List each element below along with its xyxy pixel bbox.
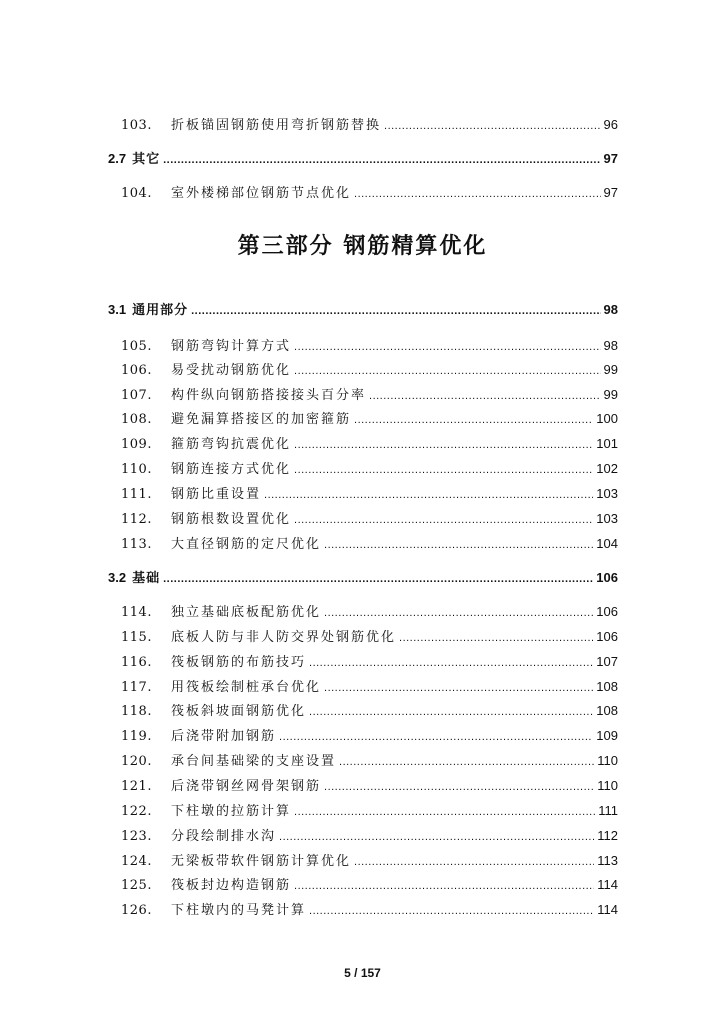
entry-title: 承台间基础梁的支座设置: [171, 754, 337, 769]
toc-section-heading[interactable]: [108, 567, 618, 586]
entry-page-number: 110: [597, 778, 618, 793]
entry-title: 避免漏算搭接区的加密箍筋: [171, 412, 352, 427]
entry-page-number: 97: [603, 185, 618, 200]
dot-leader: [294, 365, 601, 377]
entry-number: 119.: [121, 729, 152, 744]
dot-leader: [309, 706, 593, 718]
dot-leader: [354, 856, 594, 868]
entry-page-number: 112: [597, 828, 618, 843]
entry-number: 112.: [121, 512, 152, 527]
toc-entry[interactable]: [121, 458, 618, 477]
entry-title: 钢筋连接方式优化: [171, 462, 292, 477]
page-footer-number: 5 / 157: [344, 966, 381, 980]
entry-title: 无梁板带软件钢筋计算优化: [171, 854, 352, 869]
section-page-number: 98: [603, 302, 618, 317]
entry-number: 122.: [121, 804, 152, 819]
entry-page-number: 110: [597, 753, 618, 768]
entry-title: 构件纵向钢筋搭接接头百分率: [171, 388, 367, 403]
dot-leader: [324, 781, 594, 793]
entry-title: 钢筋根数设置优化: [171, 512, 292, 527]
toc-entry[interactable]: [121, 601, 618, 620]
entry-page-number: 108: [596, 703, 618, 718]
entry-page-number: 106: [596, 604, 618, 619]
entry-page-number: 107: [596, 654, 618, 669]
entry-page-number: 101: [596, 436, 618, 451]
dot-leader: [163, 573, 593, 585]
entry-title: 用筏板绘制桩承台优化: [171, 680, 322, 695]
toc-entry[interactable]: [121, 114, 618, 133]
entry-title: 大直径钢筋的定尺优化: [171, 537, 322, 552]
dot-leader: [309, 905, 594, 917]
entry-title: 独立基础底板配筋优化: [171, 605, 322, 620]
entry-page-number: 108: [596, 679, 618, 694]
entry-title: 钢筋弯钩计算方式: [171, 339, 292, 354]
toc-entry[interactable]: [121, 850, 618, 869]
entry-page-number: 99: [603, 362, 618, 377]
entry-page-number: 114: [597, 902, 618, 917]
section-number: 2.7: [108, 151, 127, 166]
toc-entry[interactable]: [121, 408, 618, 427]
entry-number: 123.: [121, 829, 152, 844]
entry-page-number: 103: [596, 511, 618, 526]
entry-title: 底板人防与非人防交界处钢筋优化: [171, 630, 397, 645]
entry-title: 箍筋弯钩抗震优化: [171, 437, 292, 452]
entry-number: 116.: [121, 655, 152, 670]
dot-leader: [324, 607, 593, 619]
entry-number: 106.: [121, 363, 152, 378]
entry-number: 107.: [121, 388, 152, 403]
section-number: 3.2: [108, 570, 127, 585]
dot-leader: [294, 880, 594, 892]
toc-entry[interactable]: [121, 874, 618, 893]
dot-leader: [354, 414, 593, 426]
toc-entry[interactable]: [121, 899, 618, 918]
entry-number: 114.: [121, 605, 152, 620]
section-number: 3.1: [108, 302, 127, 317]
toc-entry[interactable]: [121, 508, 618, 527]
entry-title: 筏板钢筋的布筋技巧: [171, 655, 307, 670]
entry-number: 115.: [121, 630, 152, 645]
toc-entry[interactable]: [121, 533, 618, 552]
toc-section-heading[interactable]: [108, 299, 618, 318]
entry-title: 下柱墩的拉筋计算: [171, 804, 292, 819]
entry-page-number: 109: [596, 728, 618, 743]
toc-entry[interactable]: [121, 825, 618, 844]
dot-leader: [399, 632, 593, 644]
entry-page-number: 103: [596, 486, 618, 501]
section-page-number: 106: [596, 570, 618, 585]
entry-page-number: 102: [596, 461, 618, 476]
entry-page-number: 111: [598, 803, 618, 818]
entry-title: 下柱墩内的马凳计算: [171, 903, 307, 918]
entry-page-number: 99: [603, 387, 618, 402]
entry-title: 折板锚固钢筋使用弯折钢筋替换: [171, 118, 382, 133]
toc-entry[interactable]: [121, 359, 618, 378]
entry-page-number: 104: [596, 536, 618, 551]
dot-leader: [309, 657, 593, 669]
toc-entry[interactable]: [121, 483, 618, 502]
dot-leader: [294, 341, 601, 353]
entry-number: 118.: [121, 704, 152, 719]
entry-number: 113.: [121, 537, 152, 552]
entry-page-number: 113: [597, 853, 618, 868]
entry-page-number: 106: [596, 629, 618, 644]
entry-number: 126.: [121, 903, 152, 918]
dot-leader: [294, 514, 593, 526]
entry-number: 125.: [121, 878, 152, 893]
dot-leader: [279, 731, 593, 743]
part-title: 第三部分 钢筋精算优化: [237, 233, 488, 259]
entry-title: 钢筋比重设置: [171, 487, 262, 502]
entry-number: 117.: [121, 680, 152, 695]
toc-entry[interactable]: [121, 384, 618, 403]
entry-number: 108.: [121, 412, 152, 427]
entry-number: 104.: [121, 186, 152, 201]
dot-leader: [384, 120, 601, 132]
section-page-number: 97: [603, 151, 618, 166]
toc-entry[interactable]: [121, 750, 618, 769]
toc-entry[interactable]: [121, 700, 618, 719]
dot-leader: [339, 756, 594, 768]
toc-entry[interactable]: [121, 725, 618, 744]
entry-title: 室外楼梯部位钢筋节点优化: [171, 186, 352, 201]
dot-leader: [294, 806, 595, 818]
entry-title: 后浇带附加钢筋: [171, 729, 277, 744]
toc-entry[interactable]: [121, 182, 618, 201]
dot-leader: [294, 439, 593, 451]
entry-number: 121.: [121, 779, 152, 794]
dot-leader: [264, 489, 593, 501]
entry-page-number: 114: [597, 877, 618, 892]
dot-leader: [294, 464, 593, 476]
section-title: 通用部分: [132, 303, 189, 318]
entry-number: 110.: [121, 462, 152, 477]
dot-leader: [324, 682, 593, 694]
entry-page-number: 96: [603, 117, 618, 132]
entry-title: 易受扰动钢筋优化: [171, 363, 292, 378]
entry-number: 124.: [121, 854, 152, 869]
dot-leader: [354, 188, 601, 200]
toc-entry[interactable]: [121, 800, 618, 819]
dot-leader: [191, 305, 600, 317]
entry-title: 分段绘制排水沟: [171, 829, 277, 844]
toc-entry[interactable]: [121, 433, 618, 452]
entry-number: 120.: [121, 754, 152, 769]
toc-entry[interactable]: [121, 651, 618, 670]
toc-entry[interactable]: [121, 775, 618, 794]
entry-page-number: 100: [596, 411, 618, 426]
entry-number: 109.: [121, 437, 152, 452]
dot-leader: [369, 390, 601, 402]
entry-title: 筏板斜坡面钢筋优化: [171, 704, 307, 719]
entry-page-number: 98: [603, 338, 618, 353]
toc-entry[interactable]: [121, 626, 618, 645]
toc-entry[interactable]: [121, 676, 618, 695]
entry-number: 111.: [121, 487, 152, 502]
section-title: 其它: [132, 152, 161, 167]
entry-title: 筏板封边构造钢筋: [171, 878, 292, 893]
dot-leader: [279, 831, 594, 843]
entry-number: 105.: [121, 339, 152, 354]
section-title: 基础: [132, 571, 161, 586]
entry-number: 103.: [121, 118, 152, 133]
toc-entry[interactable]: [121, 335, 618, 354]
entry-title: 后浇带钢丝网骨架钢筋: [171, 779, 322, 794]
dot-leader: [163, 154, 600, 166]
dot-leader: [324, 539, 593, 551]
toc-section-heading[interactable]: [108, 148, 618, 167]
